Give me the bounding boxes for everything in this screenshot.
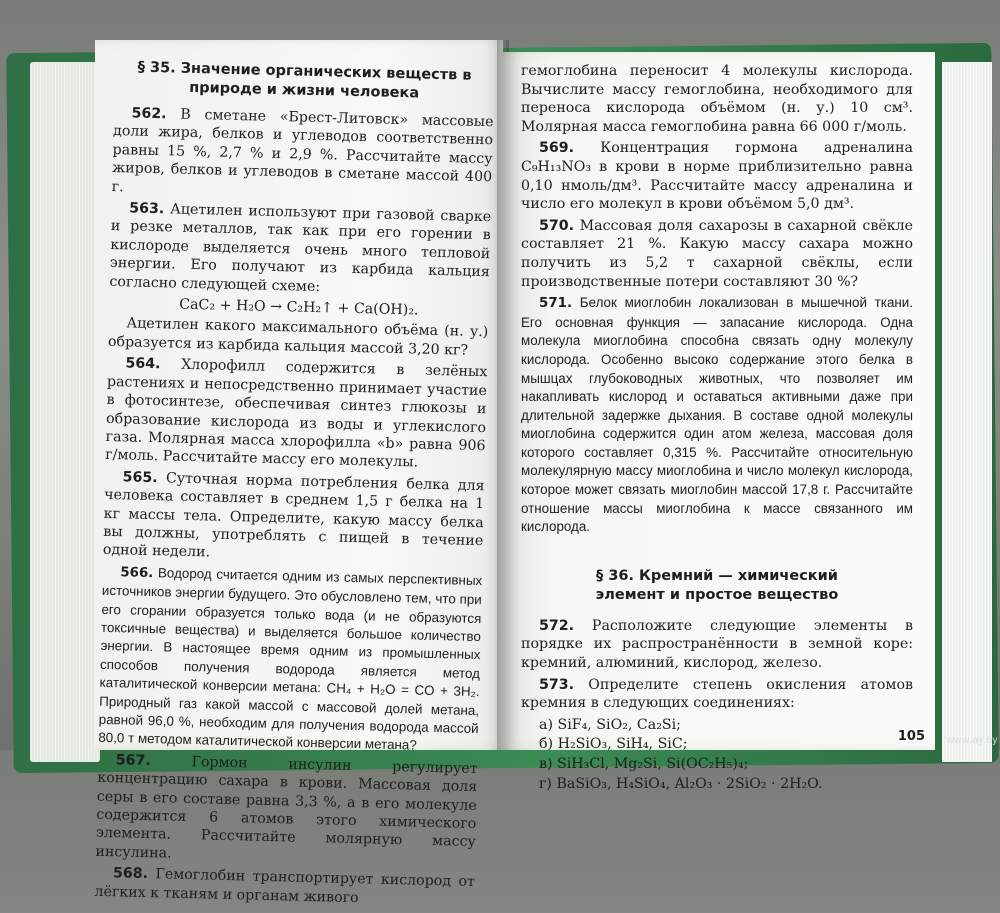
watermark: www.ay.by (946, 735, 998, 746)
problem-text: Гормон инсулин регулирует концентрацию сахара в крови. Массовая доля серы в его составе равна 3,3 %, а в его молекуле содержится 6 атомов этого химического элемента. Рассчитайте молярную массу инсулина. (95, 753, 478, 862)
problem-573 (521, 676, 913, 713)
problem-text: Белок миоглобин локализован в мышечной ткани. Его основная функция — запасание кислорода. Одна молекула миоглобина способна связать одну молекулу кислорода. Особенно высоко содержание этого белка в мышцах глубоководных животных, что позволяет им накапливать кислород и оставаться активными даже при длительной задержке дыхания. В составе одной молекулы миоглобина содержится один атом железа, массовая доля которого составляет 0,315 %. Рассчитайте относительную молекулярную массу миоглобина и число молекул кислорода, которое может связать миоглобин массой 17,8 г. Рассчитайте отношение массы миоглобина к массе связанного им кислорода. (521, 295, 913, 535)
problem-571 (521, 294, 913, 537)
problem-562 (112, 104, 494, 205)
list-item: в) SiH₃Cl, Mg₂Si, Si(OC₂H₅)₄; (539, 756, 749, 772)
problem-number: 562. (131, 105, 167, 123)
right-page-content (521, 62, 913, 794)
problem-text: Водород считается одним из самых перспективных источников энергии будущего. Это обусловлено тем, что при его сгорании образуется только вода (и не образуются токсичные вещества) и выделяется большое количество энергии. В настоящее время одним из промышленных способов получения водорода является метод каталитической конверсии метана: CH₄ + H₂O = CO + 3H₂. Природный газ какой массой с массовой долей метана, равной 96,0 %, необходим для получения водорода массой 80,0 т методом каталитической конверсии метана? (98, 564, 483, 753)
problem-text: Суточная норма потребления белка для человека составляет в среднем 1,5 г белка на 1 кг массы тела. Определите, какую массу белка вы должны, употреблять с пищей в течение одной недели. (102, 470, 485, 561)
problem-number: 567. (115, 752, 151, 769)
problem-number: 571. (539, 296, 573, 312)
page-edges-right (942, 62, 992, 762)
list-item: а) SiF₄, SiO₂, Ca₂Si; (539, 716, 681, 733)
list-item: г) BaSiO₃, H₄SiO₄, Al₂O₃ · 2SiO₂ · 2H₂O. (539, 775, 823, 792)
section-36-title: § 36. Кремний — химический элемент и простое вещество (595, 567, 839, 603)
problem-text: Ацетилен какого максимального объёма (н. у.) образуется из карбида кальция массой 3,20 кг? (107, 315, 489, 359)
page-number: 105 (897, 729, 925, 744)
problem-number: 572. (539, 617, 575, 634)
problem-number: 565. (122, 469, 158, 486)
problem-text: Концентрация гормона адреналина C₉H₁₃NO₃ в крови в норме приблизительно равна 0,10 нмоль/дм³. Рассчитайте массу адреналина и число его молекул в крови объёмом 5,0 дм³. (521, 140, 913, 213)
problem-text: Ацетилен используют при газовой сварке и резке металлов, так как при его горении в кислороде выделяется очень много тепловой энергии. Его получают из карбида кальция согласно следующей схеме: (109, 201, 492, 295)
problem-572 (521, 617, 913, 673)
problem-text: Определите степень окисления атомов кремния в следующих соединениях: (521, 676, 913, 712)
left-page (94, 40, 503, 906)
right-page (503, 52, 935, 792)
problem-566 (98, 563, 482, 757)
section-35-title: § 35. Значение органических веществ в природе и жизни человека (137, 59, 472, 102)
problem-number: 563. (129, 200, 165, 218)
page-edges-left (30, 62, 100, 762)
problem-text: гемоглобина переносит 4 молекулы кислорода. Вычислите массу гемоглобина, необходимого для переноса кислорода объёмом (н. у.) 10 см³. Молярная масса гемоглобина равна 66 000 г/моль. (521, 63, 913, 135)
problem-567 (95, 751, 478, 871)
list-item: б) H₂SiO₃, SiH₄, SiC; (539, 736, 688, 753)
problem-number: 569. (539, 140, 575, 157)
problem-563-question (108, 314, 489, 360)
problem-text: В сметане «Брест-Литовск» массовые доли жира, белков и углеводов соответственно равны 15 %, 2,7 % и 2,9 %. Рассчитайте массу жиров, белков и углеводов в сметане массой 400 г. (111, 106, 494, 195)
problem-570 (521, 217, 913, 291)
problem-565 (103, 468, 485, 569)
problem-number: 570. (539, 217, 575, 234)
left-page-content (94, 54, 495, 913)
problem-563 (109, 199, 491, 300)
problem-564 (105, 354, 488, 474)
problem-number: 573. (539, 676, 575, 693)
problem-569 (521, 139, 913, 213)
problem-text: Массовая доля сахарозы в сахарной свёкле составляет 21 %. Какую массу сахара можно получить из 5,2 т сахарной свёклы, если производственные потери составляют 30 %? (521, 217, 913, 290)
problem-number: 566. (120, 565, 154, 581)
problem-number: 564. (125, 355, 161, 373)
problem-number: 568. (112, 865, 149, 883)
problem-text: Расположите следующие элементы в порядке их распространённости в земной коре: кремний, алюминий, кислород, железо. (521, 617, 913, 672)
problem-568 (94, 864, 475, 910)
reaction-formula: CaC₂ + H₂O → C₂H₂↑ + Ca(OH)₂. (179, 296, 419, 319)
problem-text: Хлорофилл содержится в зелёных растениях и непосредственно принимает участие в фотосинтезе, обеспечивая синтез глюкозы и образование кислорода из воды и углекислого газа. Молярная масса хлорофилла «b» равна 906 г/моль. Рассчитайте массу его молекулы. (104, 356, 488, 471)
problem-text: Гемоглобин транспортирует кислород от лёгких к тканям и органам живого (94, 866, 476, 906)
problem-568-continued (521, 62, 913, 136)
